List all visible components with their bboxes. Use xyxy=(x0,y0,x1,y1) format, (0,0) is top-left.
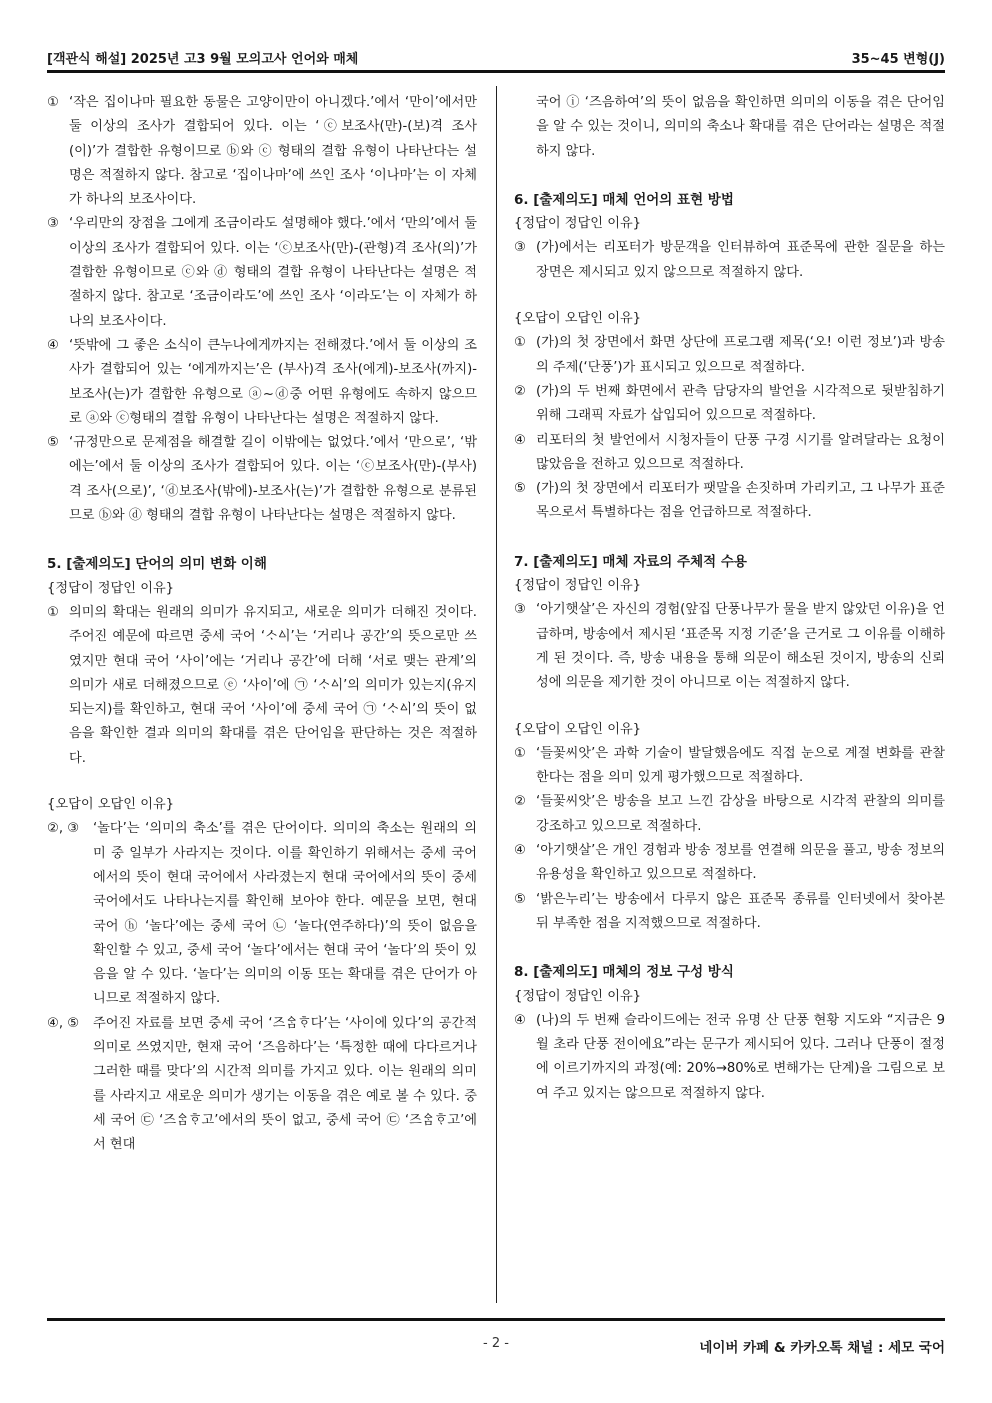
q6-wrong-option-1 xyxy=(514,331,945,380)
header-rule xyxy=(47,70,945,73)
option-marker: ④ xyxy=(47,337,59,353)
q5-title: 5. [출제의도] 단어의 의미 변화 이해 xyxy=(47,556,267,573)
option-marker: ④ xyxy=(514,1012,526,1028)
q5-correct-heading: {정답이 정답인 이유} xyxy=(47,580,175,596)
q7-correct-option-3 xyxy=(514,598,945,695)
q7-wrong-option-1 xyxy=(514,742,945,791)
q5-continuation xyxy=(514,91,945,164)
option-marker: ③ xyxy=(514,240,526,256)
q8-correct-option-4 xyxy=(514,1009,945,1106)
option-marker: ④, ⑤ xyxy=(47,1015,80,1031)
q6-title: 6. [출제의도] 매체 언어의 표현 방법 xyxy=(514,191,734,208)
q7-wrong-option-5 xyxy=(514,888,945,937)
option-text: ‘규정만으로 문제점을 해결할 길이 이밖에는 없었다.’에서 ‘만으로’, ‘밖에는’에서 둘 이상의 조사가 결합되어 있다. 이는 ‘ⓒ보조사(만)-(부사)격 조사(으로)’, ‘ⓓ보조사(밖에)-보조사(는)’가 결합한 유형으로 분류된므로 ⓑ와 ⓓ 형태의 결합 유형이 나타난다는 설명은 적절하지 않다. xyxy=(69,435,477,524)
q8-correct-heading: {정답이 정답인 이유} xyxy=(514,988,642,1004)
option-marker: ① xyxy=(47,604,59,620)
q6-correct-option-3 xyxy=(514,236,945,285)
option-text: ‘들꽃씨앗’은 과학 기술이 발달했음에도 직접 눈으로 계절 변화를 관찰한다는 점을 의미 있게 평가했으므로 적절하다. xyxy=(536,745,945,786)
option-text: ‘작은 집이나마 필요한 동물은 고양이만이 아니겠다.’에서 ‘만이’에서만 둘 이상의 조사가 결합되어 있다. 이는 ‘ⓒ보조사(만)-(보)격 조사(이)’가 결합한 유형이므로 ⓑ와 ⓒ 형태의 결합 유형이 나타난다는 설명은 적절하지 않다. 참고로 ‘집이나마’에 쓰인 조사 ‘이나마’는 이 자체가 하나의 보조사이다. xyxy=(69,95,477,208)
channel-info: 네이버 카페 & 카카오톡 채널 : 세모 국어 xyxy=(699,1340,945,1356)
q6-wrong-option-4 xyxy=(514,429,945,478)
right-column xyxy=(514,91,945,1106)
page-number: - 2 - xyxy=(483,1336,509,1351)
q6-wrong-option-5 xyxy=(514,477,945,526)
option-text: ‘뜻밖에 그 좋은 소식이 큰누나에게까지는 전해졌다.’에서 둘 이상의 조사가 결합되어 있는 ‘에게까지는’은 (부사)격 조사(에게)-보조사(까지)-보조사(는)가 결합한 유형으로 ⓐ~ⓓ중 어떤 유형에도 속하지 않으므로 ⓐ와 ⓒ형태의 결합 유형이 나타난다는 설명은 적절하지 않다. xyxy=(69,337,477,426)
header-title: [객관식 해설] 2025년 고3 9월 모의고사 언어와 매체 xyxy=(47,51,359,67)
q4-option-5 xyxy=(47,431,477,528)
q4-option-4 xyxy=(47,334,477,431)
q7-correct-heading: {정답이 정답인 이유} xyxy=(514,578,642,594)
q6-wrong-option-2 xyxy=(514,380,945,429)
option-text: (가)에서는 리포터가 방문객을 인터뷰하여 표준목에 관한 질문을 하는 장면은 제시되고 있지 않으므로 적절하지 않다. xyxy=(536,240,945,280)
option-marker: ③ xyxy=(514,602,526,618)
option-text: (나)의 두 번째 슬라이드에는 전국 유명 산 단풍 현황 지도와 “지금은 9월 초라 단풍 전이에요”라는 문구가 제시되어 있다. 그러나 단풍이 절정에 이르기까지의 과정(예: 20%→80%로 변해가는 단계)을 그림으로 보여 주고 있지는 않으므로 적절하지 않다. xyxy=(536,1012,945,1101)
option-marker: ② xyxy=(514,383,526,399)
option-text: 리포터의 첫 발언에서 시청자들이 단풍 구경 시기를 알려달라는 요청이 많았음을 전하고 있으므로 적절하다. xyxy=(536,432,945,472)
option-marker: ③ xyxy=(47,216,59,232)
option-marker: ② xyxy=(514,794,526,810)
option-text: (가)의 첫 장면에서 화면 상단에 프로그램 제목(‘오! 이런 정보’)과 방송의 주제(‘단풍’)가 표시되고 있으므로 적절하다. xyxy=(536,335,945,375)
left-column xyxy=(47,91,477,1157)
option-marker: ④ xyxy=(514,843,526,859)
option-text: ‘놀다’는 ‘의미의 축소’를 겪은 단어이다. 의미의 축소는 원래의 의미 중 일부가 사라지는 것이다. 이를 확인하기 위해서는 중세 국어에서의 뜻이 현대 국어에서 사라졌는지 현대 국어에서의 뜻이 중세 국어에서도 나타나는지를 확인해 보아야 한다. 예문을 보면, 현대 국어 ⓗ ‘놀다’에는 중세 국어 ㉡ ‘놀다(연주하다)’의 뜻이 없음을 확인할 수 있고, 중세 국어 ‘놀다’에서는 현대 국어 ‘놀다’의 뜻이 있음을 알 수 있다. ‘놀다’는 의미의 이동 또는 확대를 겪은 단어가 아니므로 적절하지 않다. xyxy=(93,821,477,1007)
option-marker: ⑤ xyxy=(514,481,526,497)
option-text: (가)의 첫 장면에서 리포터가 팻말을 손짓하며 가리키고, 그 나무가 표준목으로서 특별하다는 점을 언급하므로 적절하다. xyxy=(536,481,945,521)
q6-wrong-heading: {오답이 오답인 이유} xyxy=(514,311,642,327)
option-marker: ②, ③ xyxy=(47,821,80,837)
option-text: ‘우리만의 장점을 그에게 조금이라도 설명해야 했다.’에서 ‘만의’에서 둘 이상의 조사가 결합되어 있다. 이는 ‘ⓒ보조사(만)-(관형)격 조사(의)’가 결합한 유형이므로 ⓒ와 ⓓ 형태의 결합 유형이 나타난다는 설명은 적절하지 않다. 참고로 ‘조금이라도’에 쓰인 조사 ‘이라도’는 이 자체가 하나의 보조사이다. xyxy=(69,216,477,329)
q5-wrong-heading: {오답이 오답인 이유} xyxy=(47,797,175,813)
option-text: ‘들꽃씨앗’은 방송을 보고 느낀 감상을 바탕으로 시각적 관찰의 의미를 강조하고 있으므로 적절하다. xyxy=(536,794,945,834)
q5-wrong-option-2-3 xyxy=(47,817,477,1011)
option-marker: ④ xyxy=(514,432,526,448)
page-header xyxy=(47,44,945,70)
option-text: 의미의 확대는 원래의 의미가 유지되고, 새로운 의미가 더해진 것이다. 주어진 예문에 따르면 중세 국어 ‘ᄉᆞᅀᅵ’는 ‘거리나 공간’의 뜻으로만 쓰였지만 현대 국어 ‘사이’에는 ‘거리나 공간’에 더해 ‘서로 맺는 관계’의 의미가 새로 더해졌으므로 ⓔ ‘사이’에 ㉠ ‘ᄉᆞᅀᅵ’의 의미가 있는지(유지되는지)를 확인하고, 현대 국어 ‘사이’에 중세 국어 ㉠ ‘ᄉᆞᅀᅵ’의 뜻이 없음을 확인한 결과 의미의 확대를 겪은 단어임을 판단하는 것은 적절하다. xyxy=(69,604,477,766)
option-marker: ⑤ xyxy=(514,891,526,907)
q5-correct-option-1 xyxy=(47,601,477,771)
option-marker: ⑤ xyxy=(47,435,59,451)
q7-wrong-option-2 xyxy=(514,790,945,839)
q6-correct-heading: {정답이 정답인 이유} xyxy=(514,216,642,232)
q4-option-3 xyxy=(47,212,477,333)
option-text: ‘밝은누리’는 방송에서 다루지 않은 표준목 종류를 인터넷에서 찾아본 뒤 부족한 점을 지적했으므로 적절하다. xyxy=(536,891,945,931)
option-text: ‘아기햇살’은 개인 경험과 방송 정보를 연결해 의문을 풀고, 방송 정보의 유용성을 확인하고 있으므로 적절하다. xyxy=(536,843,945,883)
footer-rule xyxy=(47,1318,945,1321)
option-text: (가)의 두 번째 화면에서 관측 담당자의 발언을 시각적으로 뒷받침하기 위해 그래픽 자료가 삽입되어 있으므로 적절하다. xyxy=(536,383,945,424)
header-range: 35~45 변형(J) xyxy=(851,51,945,67)
q4-option-1 xyxy=(47,91,477,212)
q8-title: 8. [출제의도] 매체의 정보 구성 방식 xyxy=(514,964,734,981)
option-text: 주어진 자료를 보면 중세 국어 ‘즈ᅀᆞᆷᄒᆞ다’는 ‘사이에 있다’의 공간적 의미로 쓰였지만, 현재 국어 ‘즈음하다’는 ‘특정한 때에 다다르거나 그러한 때를 맞다’의 시간적 의미를 가지고 있다. 이는 원래의 의미를 사라지고 새로운 의미가 생기는 이동을 겪은 예로 볼 수 있다. 중세 국어 ㉢ ‘즈ᅀᆞᆷᄒᆞ고’에서의 뜻이 없고, 중세 국어 ㉢ ‘즈ᅀᆞᆷᄒᆞ고’에서 현대 xyxy=(93,1015,477,1153)
continuation-text: 국어 ⓘ ‘즈음하여’의 뜻이 없음을 확인하면 의미의 이동을 겪은 단어임을 알 수 있는 것이니, 의미의 축소나 확대를 겪은 단어라는 설명은 적절하지 않다. xyxy=(536,95,945,159)
column-divider xyxy=(496,86,497,1303)
q7-wrong-heading: {오답이 오답인 이유} xyxy=(514,721,642,737)
q5-wrong-option-4-5 xyxy=(47,1012,477,1158)
q7-wrong-option-4 xyxy=(514,839,945,888)
option-marker: ① xyxy=(514,745,526,761)
q7-title: 7. [출제의도] 매체 자료의 주체적 수용 xyxy=(514,553,747,570)
option-marker: ① xyxy=(514,335,526,351)
option-marker: ① xyxy=(47,95,59,110)
option-text: ‘아기햇살’은 자신의 경험(앞집 단풍나무가 물을 받지 않았던 이유)을 언급하며, 방송에서 제시된 ‘표준목 지정 기준’을 근거로 그 이유를 이해하게 된 것이다. 즉, 방송 내용을 통해 의문이 해소된 것이지, 방송의 신뢰성에 의문을 제기한 것이 아니므로 이는 적절하지 않다. xyxy=(536,602,945,691)
